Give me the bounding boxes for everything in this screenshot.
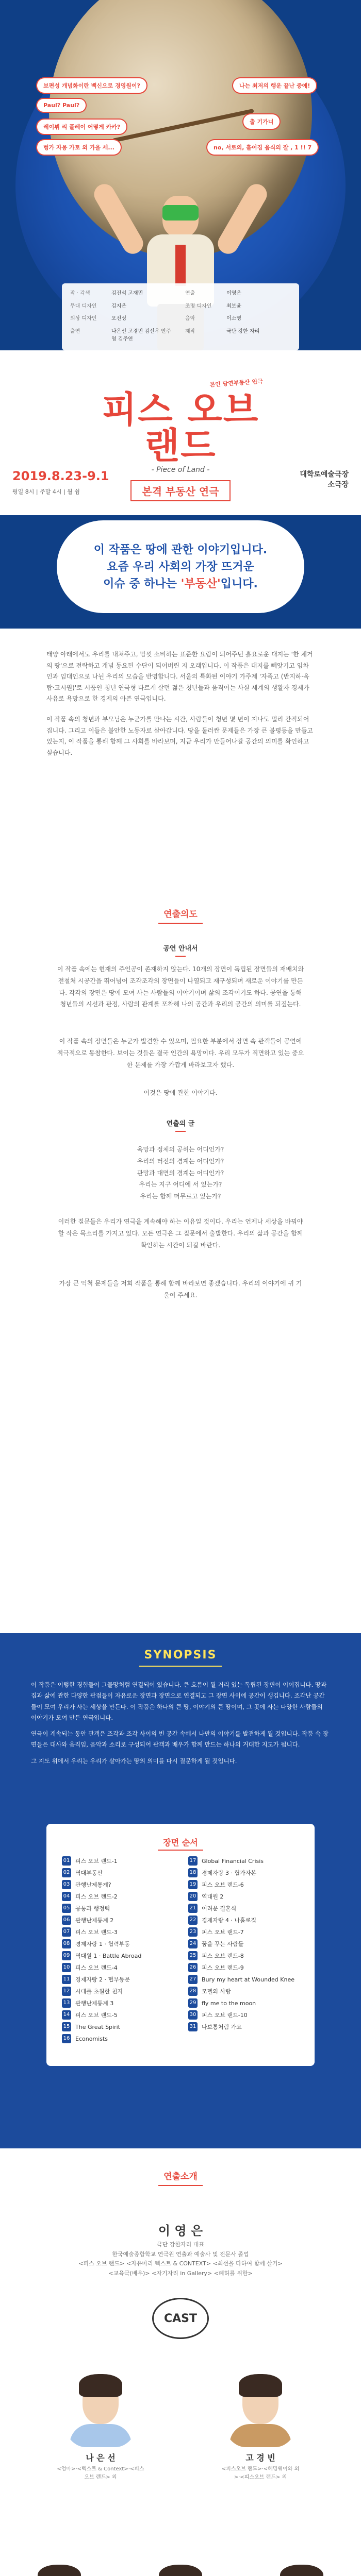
- cast-member: [15, 2555, 103, 2576]
- scene-list-card: [46, 1824, 315, 2066]
- cast-roles: <피스오브 랜드>·<헤밍웨이와 외>·<피스오브 랜드> 외: [221, 2466, 300, 2480]
- scene-number: 11: [62, 1975, 71, 1984]
- scene-name: 관행난제통계 2: [75, 1917, 114, 1924]
- scene-item: [62, 1987, 173, 1996]
- quote-bubble: 나는 최저의 행운 끝난 중에!: [232, 77, 317, 94]
- show-times: 평일 8시 | 주말 4시 | 월 쉼: [12, 488, 80, 495]
- scene-number: 14: [62, 2010, 71, 2020]
- title-block: [93, 388, 268, 501]
- scene-item: [62, 1939, 173, 1948]
- scene-name: 피스 오브 랜드-2: [75, 1893, 118, 1900]
- scene-list-title: 장면 순서: [62, 1836, 299, 1848]
- scene-item: [188, 1880, 299, 1889]
- hero-section: [0, 0, 361, 629]
- scene-item: [188, 1939, 299, 1948]
- cast-member: [258, 2555, 346, 2576]
- scene-item: [62, 2022, 173, 2031]
- scene-number: 17: [188, 1856, 198, 1866]
- scene-name: 피스 오브 랜드-10: [202, 2012, 248, 2019]
- cast-member: [137, 2555, 224, 2576]
- avatar: [144, 2555, 217, 2576]
- credit-row: 무대 디자인 김지은: [70, 303, 126, 309]
- scene-number: 05: [62, 1904, 71, 1913]
- scene-name: The Great Spirit: [75, 2023, 120, 2030]
- mask-illustration: [162, 205, 199, 221]
- quote-bubble: 헝가 자몽 가토 외 가을 세...: [36, 139, 122, 156]
- scene-number: 20: [188, 1892, 198, 1901]
- scene-number: 29: [188, 1998, 198, 2008]
- venue: 대학로예술극장 소극장: [300, 470, 349, 489]
- scene-item: [188, 2022, 299, 2031]
- scene-name: fly me to the moon: [202, 1999, 256, 2007]
- cast-member: [57, 2365, 144, 2482]
- scene-number: 12: [62, 1987, 71, 1996]
- scene-number: 06: [62, 1916, 71, 1925]
- scene-item: [188, 1868, 299, 1877]
- scene-item: [188, 1987, 299, 1996]
- show-title-en: - Piece of Land -: [151, 466, 210, 474]
- scene-item: [62, 1880, 173, 1889]
- quote-bubble: 보편성 개념화이란 백신으로 경영원이?: [36, 77, 147, 94]
- scene-number: 27: [188, 1975, 198, 1984]
- scene-item: [62, 2034, 173, 2043]
- scene-number: 24: [188, 1939, 198, 1948]
- cast-roles: <엄마>·<텍스트 & Context>·<피스오브 랜드> 외: [57, 2466, 144, 2480]
- synopsis-text: 이 작품은 이렇한 경험들이 그물망처럼 연결되어 있습니다. 큰 흐름이 될 거리 있는 독립된 장면이 이어집니다. 땅과 집과 삶에 관한 다양한 관점들이 자유로운 장면과 장면으로 연결되고 그 장면 사이에 공간이 생깁니다. 조각난 공간들이 모여 우리가 사는 세상을 만든다. 이 작품은 하나의 큰 땅, 이야기의 큰 땅이며, 그 곳에 사는 다양한 사람들의 이야기가 모여 만든 연극입니다. 연극이 계속되는 동안 관객은 조각과 조각 사이의 빈 공간 속에서 나만의 이야기를 발견하게 될 것입니다. 작품 속 장면들은 대사와 움직임, 음악과 소리로 구성되어 관객과 배우가 함께 만드는 하나의 거대한 지도가 됩니다. 그 지도 위에서 우리는 우리가 살아가는 땅의 의미를 다시 질문하게 될 것입니다.: [31, 1681, 329, 1765]
- direction-section: [0, 886, 361, 1633]
- credit-row: 출연 나은선 고경빈 김선우 안주영 김주연: [70, 328, 171, 342]
- intro-section: [0, 629, 361, 886]
- team-section: [0, 2148, 361, 2576]
- quote-bubble: 출 기가너: [242, 113, 281, 130]
- section-label: 연출소개: [0, 2169, 361, 2186]
- scene-grid: [62, 1856, 299, 2043]
- credits-table: [62, 283, 299, 350]
- scene-name: 역대원 2: [202, 1893, 224, 1900]
- direction-text: 이러한 질문들은 우리가 연극을 계속해야 하는 이유일 것이다. 우리는 언제나 세상을 바꿔야 할 작은 목소리를 가지고 있다. 모든 연극은 그 질문에서 출발한다. 우리의 삶과 공간을 함께 확인하는 시간이 되길 바란다.: [58, 1218, 303, 1249]
- scene-item: [62, 1856, 173, 1866]
- scene-number: 04: [62, 1892, 71, 1901]
- scene-name: 피스 오브 랜드-6: [202, 1882, 244, 1888]
- credit-row: 음악 이소영: [185, 316, 241, 321]
- poem: 욕망과 정체의 공허는 어디인가? 우리의 터전의 경계는 어디인가? 관망과 대면의 경계는 어디인가? 우리는 지구 어디에 서 있는가? 우리는 함께 머무르고 있는가?: [137, 1146, 224, 1200]
- intro-paragraph: 태양 아래에서도 우리를 내쳐주고, 맘껏 소비하는 표준한 요람이 되어주던 흙요로운 대지는 '한 채거의 땅'으로 전락하고 개념 동요된 수단이 되어버린 지 오래입니다. 이 작품은 대지를 빼앗기고 임차인과 임대인으로 나뉜 우리의 모습을 반영합니다. 서울의 특화된 이야기 가주제 '자족고 (반지하·옥탑·고시원)'로 시품인 청년 연극형 다르게 살던 젊은 청년들과 움직이는 사실 세계의 생활자 경제가 사유로 욕망으로 한 경제의 아픈 연극입니다.: [46, 651, 313, 703]
- scene-name: 역대원 1 · Battle Abroad: [75, 1953, 142, 1959]
- scene-item: [62, 1904, 173, 1913]
- scene-number: 23: [188, 1927, 198, 1937]
- cast-name: 고 경 빈: [245, 2453, 275, 2463]
- scene-name: 경제자랑 4 · 나홀로집: [202, 1917, 256, 1924]
- subheading: 연출의 글: [0, 1118, 361, 1132]
- scene-number: 03: [62, 1880, 71, 1889]
- scene-item: [62, 1927, 173, 1937]
- scene-number: 22: [188, 1916, 198, 1925]
- scene-number: 31: [188, 2022, 198, 2031]
- director-name: 이 영 은: [158, 2224, 203, 2238]
- scene-name: 관행난제통계?: [75, 1882, 111, 1888]
- scene-item: [62, 1916, 173, 1925]
- cast-member: [217, 2365, 304, 2482]
- scene-number: 16: [62, 2034, 71, 2043]
- credit-row: 제작 극단 강한 자리: [185, 328, 260, 334]
- scene-number: 13: [62, 1998, 71, 2008]
- rope-illustration: [112, 109, 254, 143]
- scene-item: [62, 1998, 173, 2008]
- direction-text: 이 작품 속에는 현재의 주인공이 존재하지 않는다. 10개의 장면이 독립된 장면들의 재배치와 전철처 시공간을 뛰어넘어 조각조각의 장면들이 나열되고 재구성되며 새로운 이야기를 만든다. 각각의 장면은 땅에 모여 사는 사람들의 이야기이며 삶의 조각이기도 하다. 공연을 통해 청년들의 시선과 관점, 사람의 관계를 포착해 나의 공간과 우리의 공간의 의미를 되짚는다.: [57, 965, 304, 1008]
- avatar: [224, 2365, 297, 2447]
- scene-item: [188, 1904, 299, 1913]
- direction-text: 이 작품 속의 장면들은 누군가 발견할 수 있으며, 필요한 부분에서 장면 속 관객들이 공연에 적극적으로 동참한다. 보이는 것들은 결국 인간의 욕망이다. 우리 모두가 직면하고 있는 중요한 문제를 가장 가깝게 바라보고자 했다.: [57, 1038, 304, 1069]
- scene-name: 피스 오브 랜드-1: [75, 1858, 118, 1865]
- scene-name: 공통과 행정력: [75, 1905, 110, 1912]
- quote-bubble: no, 서로의, 흩어짐 음식의 잘 , 1 !! 7: [206, 139, 319, 156]
- scene-number: 10: [62, 1963, 71, 1972]
- scene-item: [188, 1916, 299, 1925]
- scene-item: [62, 1975, 173, 1984]
- director-info: 극단 강한자리 대표 한국예술종합학교 연극원 연출과 예술사 및 전문사 졸업 <피스 오브 랜드> <자유마리 텍스트 & CONTEXT> <최선을 다하여 함께 살기> <교육극(배우)> <자기자리 in Gallery> <폐허를 위한>: [78, 2241, 283, 2277]
- scene-number: 08: [62, 1939, 71, 1948]
- direction-text: 이것은 땅에 관한 이야기다.: [143, 1089, 218, 1096]
- scene-name: Economists: [75, 2035, 108, 2042]
- scene-number: 02: [62, 1868, 71, 1877]
- show-title: 피스 오브 랜드: [102, 388, 259, 467]
- section-label: 연출의도: [0, 907, 361, 924]
- scene-number: 25: [188, 1951, 198, 1960]
- scene-number: 09: [62, 1951, 71, 1960]
- avatar: [266, 2555, 338, 2576]
- scene-item: [188, 1998, 299, 2008]
- scene-name: 시대를 초월한 천지: [75, 1988, 123, 1995]
- scene-name: 피스 오브 랜드-8: [202, 1953, 244, 1959]
- scene-item: [62, 1892, 173, 1901]
- synopsis-section: [0, 1633, 361, 2148]
- scene-number: 26: [188, 1963, 198, 1972]
- scene-name: 피스 오브 랜드-7: [202, 1929, 244, 1936]
- scene-item: [188, 1963, 299, 1972]
- scene-name: 역대부동산: [75, 1870, 103, 1876]
- genre-badge: 본인 당연부동산 연극: [209, 378, 264, 388]
- show-tagline: 본격 부동산 연극: [130, 480, 230, 501]
- scene-name: 나보통처럼 가요: [202, 2024, 242, 2030]
- scene-item: [188, 1856, 299, 1866]
- scene-item: [188, 1975, 299, 1984]
- scene-item: [188, 2034, 299, 2043]
- credit-row: 작 · 각색 김진석 고재민: [70, 291, 143, 296]
- show-dates: 2019.8.23-9.1: [12, 469, 109, 483]
- direction-text: 가장 큰 억척 문제들을 저희 작품을 통해 함께 바라보면 좋겠습니다. 우리의 이야기에 귀 기울여 주세요.: [59, 1280, 302, 1299]
- scene-number: 21: [188, 1904, 198, 1913]
- scene-name: 피스 오브 랜드-4: [75, 1964, 118, 1971]
- scene-number: 01: [62, 1856, 71, 1866]
- scene-name: 관행난제통계 3: [75, 2000, 114, 2007]
- scene-name: 피스 오브 랜드-3: [75, 1929, 118, 1936]
- scene-item: [62, 1963, 173, 1972]
- scene-name: 어려운 결혼식: [202, 1905, 237, 1912]
- credit-row: 의상 디자인 오진성: [70, 316, 126, 321]
- scene-item: [188, 1951, 299, 1960]
- scene-name: 경제자랑 3 · 협가자본: [202, 1870, 256, 1876]
- intro-paragraph: 이 작품 속의 청년과 부모님은 누군가를 만나는 시간, 사람들이 청년 몇 년이 지나도 멀리 간직되어 집니다. 그리고 이들은 불안한 노동자로 살아갑니다. 땅을 둘러싼 문제들은 가장 큰 불평등을 만들고 있는지, 이 작품을 통해 함께 그 사회를 바라보며, 지금 우리가 만들어나갈 공간의 의미를 확인하고 싶습니다.: [46, 715, 314, 756]
- scene-name: 피스 오브 랜드-5: [75, 2012, 118, 2019]
- scene-item: [188, 1927, 299, 1937]
- scene-name: Bury my heart at Wounded Knee: [202, 1976, 294, 1983]
- scene-number: 18: [188, 1868, 198, 1877]
- avatar: [64, 2365, 137, 2447]
- scene-name: 모델의 사랑: [202, 1988, 231, 1995]
- avatar: [23, 2555, 95, 2576]
- scene-number: 28: [188, 1987, 198, 1996]
- cast-name: 나 은 선: [86, 2453, 116, 2463]
- subheading: 공연 안내서: [0, 943, 361, 957]
- scene-name: 피스 오브 랜드-9: [202, 1964, 244, 1971]
- scene-item: [188, 2010, 299, 2020]
- scene-number: 15: [62, 2022, 71, 2031]
- cast-label: CAST: [152, 2298, 209, 2339]
- credit-row: 연출 이영은: [185, 291, 241, 296]
- scene-number: 30: [188, 2010, 198, 2020]
- scene-number: 19: [188, 1880, 198, 1889]
- quote-bubble: Paul? Paul?: [36, 98, 87, 113]
- quote-bubble: 레이뷔 리 플레이 어떻게 카카?: [36, 118, 127, 135]
- scene-name: 경제자랑 1 · 협력부동: [75, 1941, 130, 1947]
- credit-row: 조명 디자인 최보윤: [185, 303, 241, 309]
- scene-item: [62, 1868, 173, 1877]
- scene-name: 꿈을 꾸는 사람들: [202, 1941, 244, 1947]
- scene-item: [62, 1951, 173, 1960]
- synopsis-title: SYNOPSIS: [0, 1649, 361, 1667]
- scene-item: [62, 2010, 173, 2020]
- scene-item: [188, 1892, 299, 1901]
- scene-name: 경제자랑 2 · 협부동문: [75, 1976, 130, 1983]
- scene-name: Global Financial Crisis: [202, 1857, 264, 1865]
- intro-speech-bubble: 이 작품은 땅에 관한 이야기입니다. 요즘 우리 사회의 가장 뜨거운 이슈 중 하나는 '부동산'입니다.: [57, 520, 304, 613]
- scene-number: 07: [62, 1927, 71, 1937]
